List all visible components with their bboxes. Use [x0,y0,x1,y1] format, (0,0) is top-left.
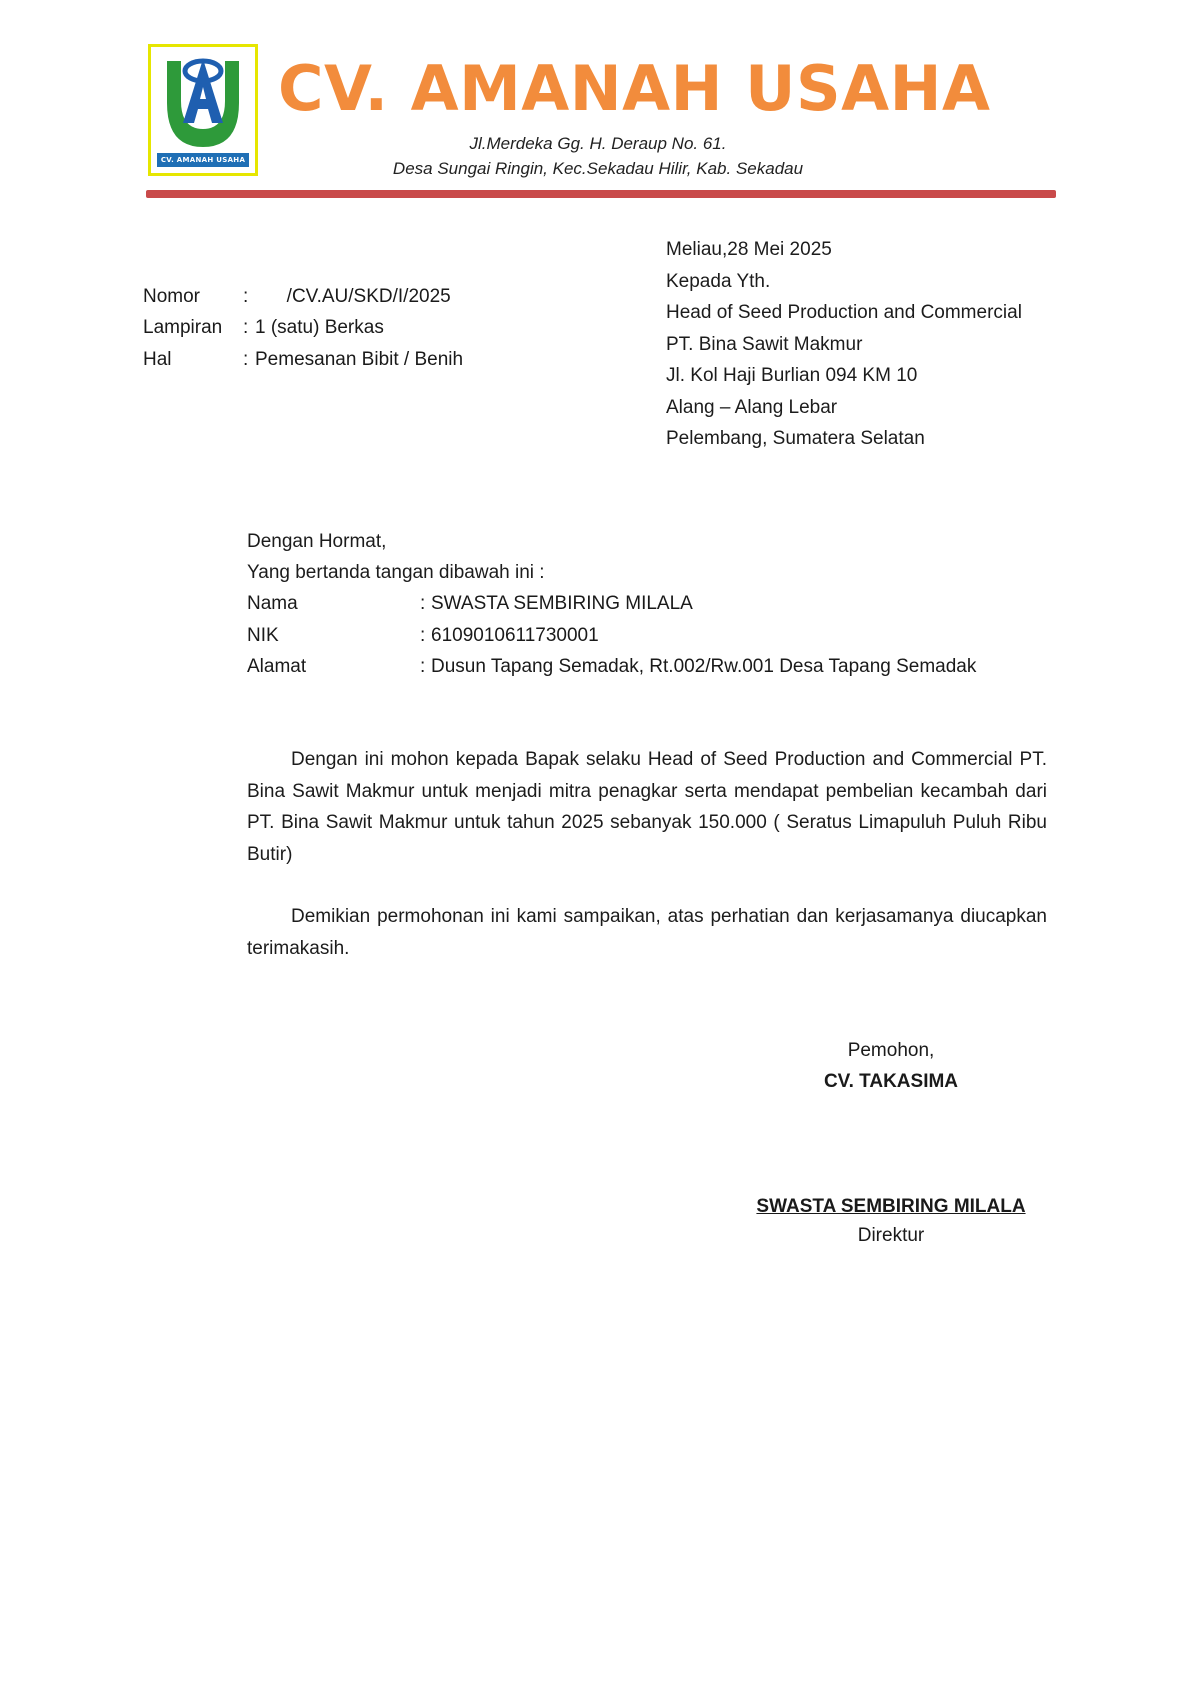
company-address-line-2: Desa Sungai Ringin, Kec.Sekadau Hilir, Kab. Sekadau [392,159,804,178]
recipient-city: Pelembang, Sumatera Selatan [666,428,925,449]
identity-alamat-value: Dusun Tapang Semadak, Rt.002/Rw.001 Desa Tapang Semadak [431,656,977,677]
meta-hal-label: Hal [143,349,172,370]
meta-hal-value: Pemesanan Bibit / Benih [255,349,464,370]
signature-name: SWASTA SEMBIRING MILALA [756,1196,1026,1217]
signature-position: Direktur [857,1225,925,1246]
identity-alamat-label: Alamat [247,656,307,677]
intro-line: Yang bertanda tangan dibawah ini : [247,562,545,583]
recipient-company: PT. Bina Sawit Makmur [666,333,863,355]
identity-nama-value: SWASTA SEMBIRING MILALA [431,593,693,614]
letterhead-divider [146,190,1056,198]
body-paragraph-2: Demikian permohonan ini kami sampaikan, atas perhatian dan kerjasamanya diucapkan terimakasih. [247,906,1047,959]
signature-label: Pemohon, [847,1040,935,1061]
identity-nama-colon: : [420,593,426,614]
identity-nik-value: 6109010611730001 [431,625,599,646]
recipient-salutation: Kepada Yth. [666,270,771,292]
company-address-line-1: Jl.Merdeka Gg. H. Deraup No. 61. [469,134,727,153]
identity-nik-colon: : [420,625,426,646]
recipient-street: Jl. Kol Haji Burlian 094 KM 10 [666,365,918,386]
recipient-title: Head of Seed Production and Commercial [666,302,1022,323]
recipient-area: Alang – Alang Lebar [666,396,838,418]
meta-lampiran-colon: : [243,317,249,338]
recipient-block [666,234,1022,455]
identity-alamat-colon: : [420,656,426,677]
logo-emblem-icon [157,51,249,159]
logo-caption: CV. AMANAH USAHA [157,153,249,167]
meta-lampiran-value: 1 (satu) Berkas [255,317,384,338]
meta-nomor-value: /CV.AU/SKD/I/2025 [255,286,451,307]
meta-hal-colon: : [243,349,249,370]
meta-nomor-colon: : [243,286,249,307]
meta-lampiran-label: Lampiran [143,317,223,338]
signature-company: CV. TAKASIMA [823,1071,959,1092]
greeting: Dengan Hormat, [247,531,387,552]
identity-nik-label: NIK [247,625,279,646]
company-name: CV. AMANAH USAHA [278,52,991,125]
identity-nama-label: Nama [247,593,298,614]
meta-nomor-label: Nomor [143,286,201,307]
body-paragraph-1: Dengan ini mohon kepada Bapak selaku Head of Seed Production and Commercial PT. Bina Sawit Makmur untuk menjadi mitra penagkar serta mendapat pembelian kecambah dari PT. Bina Sawit Makmur untuk tahun 2025 sebanyak 150.000 ( Seratus Limapuluh Puluh Ribu Butir) [247,749,1047,865]
company-logo [148,44,258,176]
letter-date: Meliau,28 Mei 2025 [666,239,832,260]
